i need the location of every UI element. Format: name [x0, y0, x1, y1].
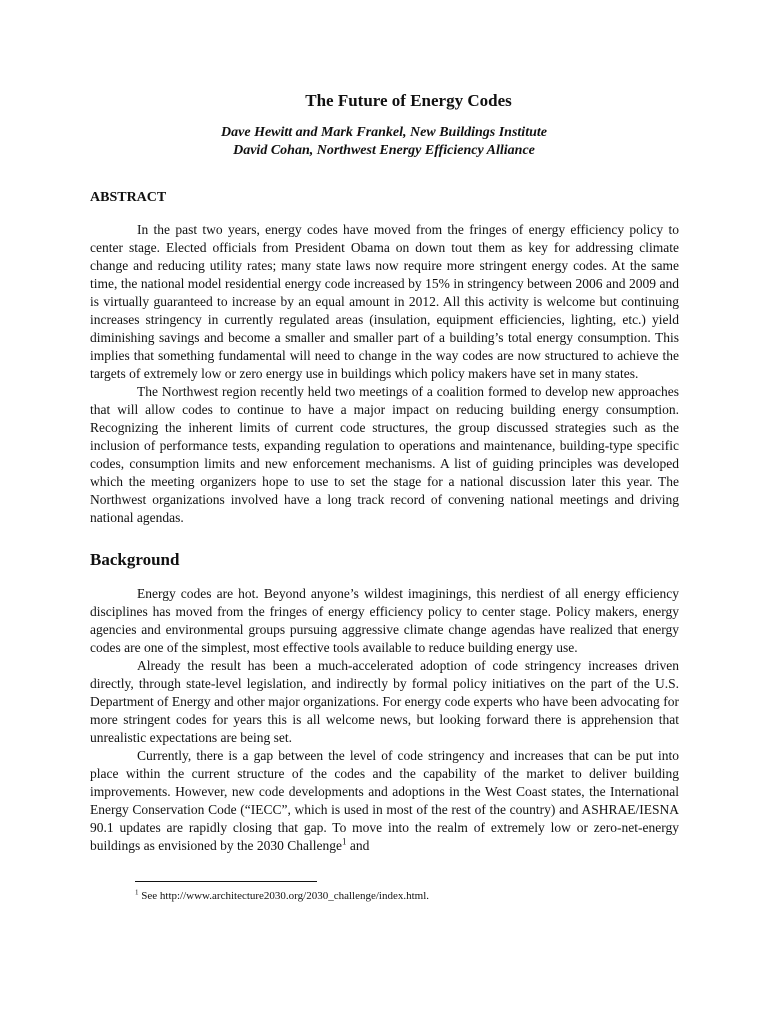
background-body: [90, 585, 679, 855]
background-paragraph: Already the result has been a much-accelerated adoption of code stringency increases driven directly, through state-level legislation, and indirectly by formal policy initiatives on the part of the U.S. Department of Energy and other major organizations. For energy code experts who have been advocating for more stringent codes for years this is all welcome news, but looking forward there is apprehension that unrealistic expectations are being set.: [90, 658, 679, 745]
footnote-reference[interactable]: 1: [341, 836, 347, 847]
background-paragraph: Energy codes are hot. Beyond anyone’s wildest imaginings, this nerdiest of all energy efficiency disciplines has moved from the fringes of energy efficiency policy to center stage. Policy makers, energy agencies and environmental groups pursuing aggressive climate change agendas have realized that energy codes are one of the simplest, most effective tools available to reduce building energy use.: [90, 586, 679, 655]
footnote-text[interactable]: See http://www.architecture2030.org/2030_challenge/index.html.: [138, 890, 430, 902]
background-paragraph-tail: and: [346, 838, 370, 853]
abstract-body: [90, 221, 679, 527]
abstract-heading: ABSTRACT: [90, 190, 167, 205]
background-heading: Background: [90, 550, 180, 569]
abstract-paragraph: The Northwest region recently held two meetings of a coalition formed to develop new approaches that will allow codes to continue to have a major impact on reducing building energy consumption. Recognizing the inherent limits of current code structures, the group discussed strategies such as the inclusion of performance tests, expanding regulation to operations and maintenance, building-type specific codes, consumption limits and new enforcement mechanisms. A list of guiding principles was developed which the meeting organizers hope to use to set the stage for a national discussion later this year. The Northwest organizations involved have a long track record of convening national meetings and driving national agendas.: [90, 384, 679, 525]
footnote-marker: 1: [135, 888, 139, 897]
abstract-paragraph: In the past two years, energy codes have moved from the fringes of energy efficiency policy to center stage. Elected officials from President Obama on down tout them as key for addressing climate change and reducing utility rates; many state laws now require more stringent energy codes. At the same time, the national model residential energy code increased by 15% in stringency between 2006 and 2009 and is virtually guaranteed to increase by an equal amount in 2012. All this activity is welcome but continuing increases stringency in currently regulated areas (insulation, equipment efficiencies, lighting, etc.) yield diminishing savings and become a smaller and smaller part of a building’s total energy consumption. This implies that something fundamental will need to change in the way codes are now structured to achieve the targets of extremely low or zero energy use in buildings which policy makers have set in many states.: [90, 222, 679, 381]
author-block: [0, 124, 768, 160]
footnote: [135, 889, 695, 903]
author-line: Dave Hewitt and Mark Frankel, New Buildings Institute: [221, 125, 547, 140]
background-paragraph: [90, 747, 679, 855]
background-paragraph-text: Currently, there is a gap between the level of code stringency and increases that can be put into place within the current structure of the codes and the capability of the market to deliver building improvements. However, new code developments and adoptions in the West Coast states, the International Energy Conservation Code (“IECC”, which is used in most of the rest of the country) and ASHRAE/IESNA 90.1 updates are rapidly closing that gap. To move into the realm of extremely low or zero-net-energy buildings as envisioned by the 2030 Challenge: [90, 748, 679, 853]
author-line: David Cohan, Northwest Energy Efficiency Alliance: [233, 143, 535, 158]
paper-title: The Future of Energy Codes: [305, 91, 512, 110]
footnote-divider: [135, 881, 317, 882]
